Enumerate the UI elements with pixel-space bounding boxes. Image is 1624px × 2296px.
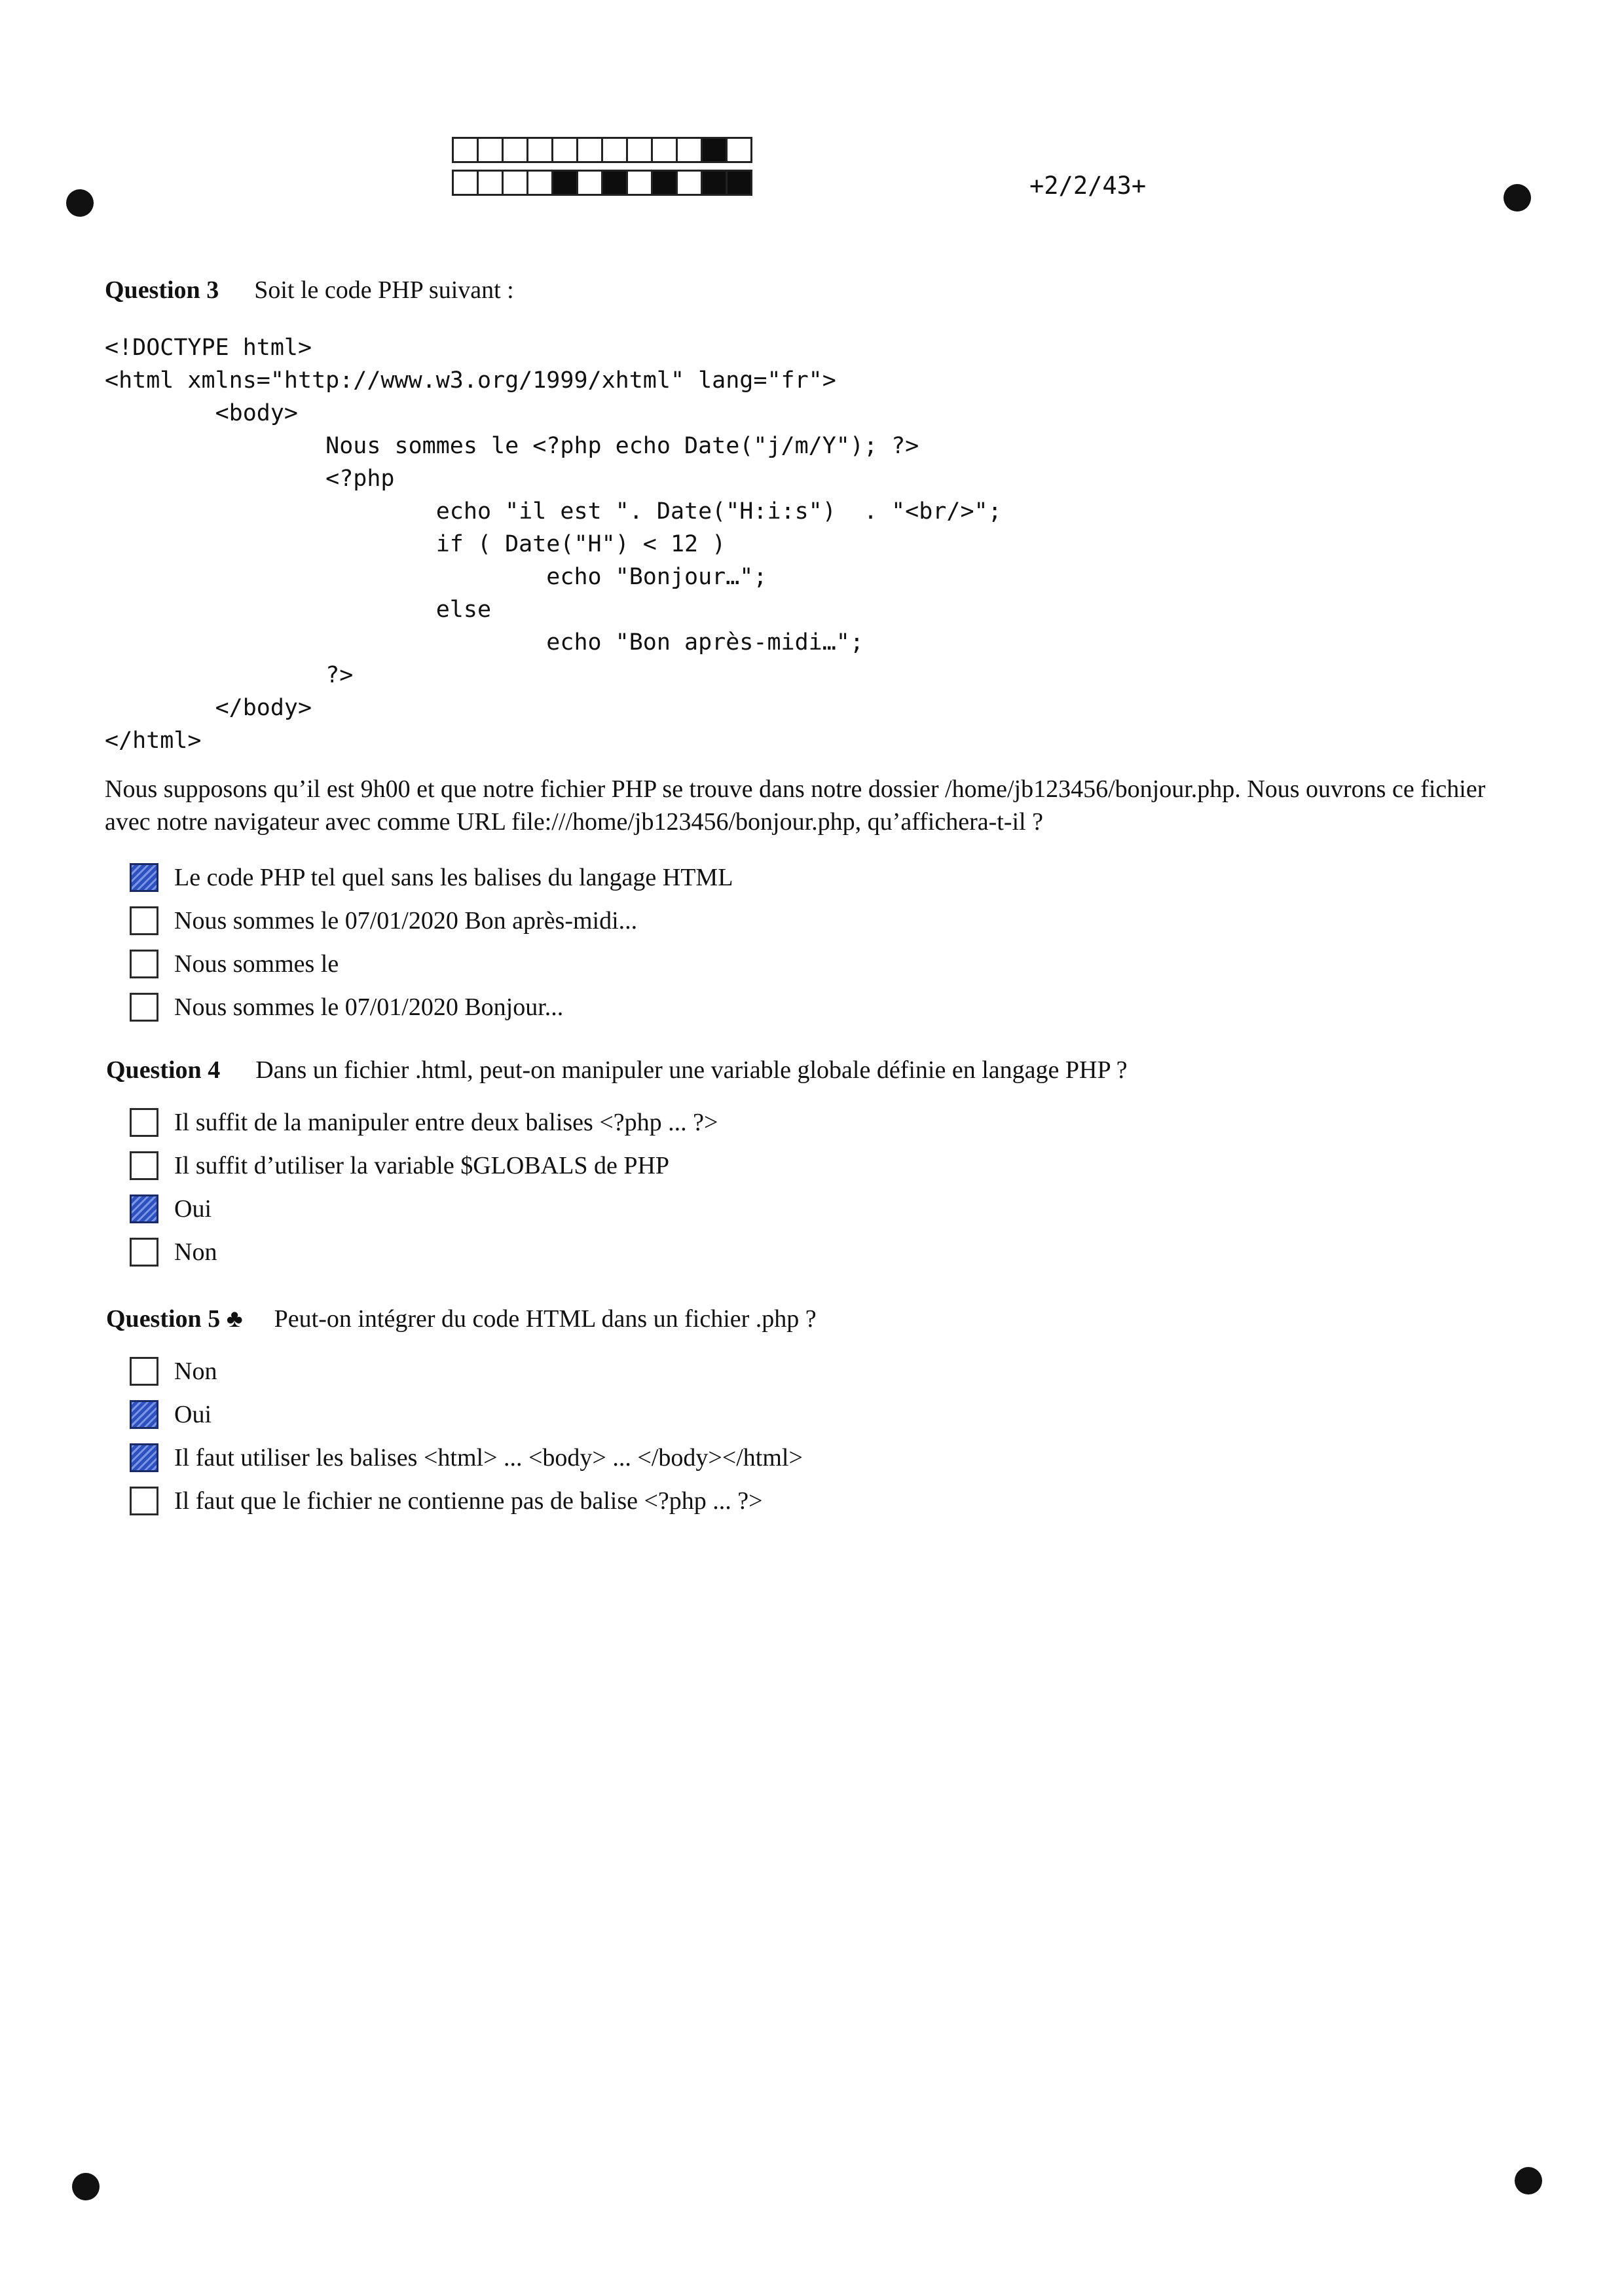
answer-option[interactable] (130, 1238, 217, 1267)
id-grid-row-1-cell (526, 137, 553, 163)
question-5-header (106, 1305, 817, 1333)
checkbox[interactable] (130, 1151, 158, 1180)
id-grid-row-1-cell (502, 137, 528, 163)
checkbox[interactable] (130, 950, 158, 978)
checked-checkbox[interactable] (130, 1194, 158, 1223)
code-line: else (105, 597, 492, 623)
question-3-header (105, 276, 514, 305)
id-grid-row-2-cell (551, 170, 578, 196)
id-grid-row-2-cell (676, 170, 703, 196)
code-line: <body> (105, 400, 299, 426)
id-grid-row-2-cell (726, 170, 752, 196)
answer-option-label: Nous sommes le 07/01/2020 Bonjour... (174, 993, 564, 1021)
answer-option-label: Il suffit d’utiliser la variable $GLOBALS de PHP (174, 1152, 670, 1179)
id-grid-row-1-cell (676, 137, 703, 163)
corner-mark-bottom-left (72, 2173, 100, 2200)
corner-mark-top-left (66, 189, 94, 217)
answer-option[interactable] (130, 950, 339, 978)
id-grid-row-1-cell (576, 137, 603, 163)
answer-option[interactable] (130, 1194, 212, 1223)
question-3-paragraph: Nous supposons qu’il est 9h00 et que notre fichier PHP se trouve dans notre dossier /home/jb123456/bonjour.php. Nous ouvrons ce fichier avec notre navigateur avec comme URL file:///home/jb123456/bonjour.php, qu’affichera-t-il ? (105, 775, 1486, 836)
id-grid-row-1 (452, 137, 750, 163)
answer-option-label: Nous sommes le (174, 950, 339, 978)
code-line: </body> (105, 695, 312, 721)
id-grid-row-2 (452, 170, 750, 196)
checkbox[interactable] (130, 906, 158, 935)
id-grid-row-2-cell (651, 170, 678, 196)
question-5-text: Peut-on intégrer du code HTML dans un fichier .php ? (274, 1305, 817, 1333)
code-line: echo "Bonjour…"; (105, 564, 767, 590)
question-5-label: Question 5 ♣ (106, 1305, 243, 1333)
id-grid-row-2-cell (502, 170, 528, 196)
answer-option[interactable] (130, 1108, 718, 1137)
answer-option[interactable] (130, 1443, 803, 1472)
code-block (105, 331, 1002, 757)
id-grid-row-1-cell (651, 137, 678, 163)
id-grid-row-1-cell (452, 137, 479, 163)
id-grid-row-2-cell (626, 170, 653, 196)
id-grid-row-2-cell (601, 170, 628, 196)
id-grid-row-1-cell (601, 137, 628, 163)
checkbox[interactable] (130, 1357, 158, 1386)
answer-option[interactable] (130, 993, 563, 1022)
question-4-label: Question 4 (106, 1056, 221, 1084)
answer-option[interactable] (130, 1357, 217, 1386)
checkbox[interactable] (130, 993, 158, 1022)
question-4-text: Dans un fichier .html, peut-on manipuler une variable globale définie en langage PHP ? (255, 1056, 1128, 1084)
id-grid-row-2-cell (452, 170, 479, 196)
answer-option-label: Nous sommes le 07/01/2020 Bon après-midi... (174, 907, 638, 935)
page-id: +2/2/43+ (1029, 172, 1147, 200)
code-line: <html xmlns="http://www.w3.org/1999/xhtml" lang="fr"> (105, 367, 836, 394)
id-grid-row-1-cell (551, 137, 578, 163)
checked-checkbox[interactable] (130, 863, 158, 892)
answer-option-label: Il faut que le fichier ne contienne pas de balise <?php ... ?> (174, 1487, 763, 1515)
answer-option-label: Il faut utiliser les balises <html> ... <body> ... </body></html> (174, 1444, 803, 1472)
question-3-label: Question 3 (105, 276, 219, 304)
answer-option[interactable] (130, 863, 733, 892)
id-grid-row-1-cell (626, 137, 653, 163)
checkbox[interactable] (130, 1108, 158, 1137)
answer-option-label: Oui (174, 1401, 212, 1428)
checked-checkbox[interactable] (130, 1400, 158, 1429)
code-line: Nous sommes le <?php echo Date("j/m/Y"); ?> (105, 433, 919, 459)
code-line: echo "il est ". Date("H:i:s") . "<br/>"; (105, 498, 1002, 525)
answer-option[interactable] (130, 1151, 669, 1180)
corner-mark-bottom-right (1515, 2167, 1542, 2194)
code-line: ?> (105, 662, 354, 688)
answer-option-label: Non (174, 1238, 217, 1266)
code-line: if ( Date("H") < 12 ) (105, 531, 726, 557)
code-line: echo "Bon après-midi…"; (105, 629, 864, 656)
question-4-header (106, 1056, 1128, 1084)
id-grid-row-1-cell (701, 137, 728, 163)
code-line: <!DOCTYPE html> (105, 335, 312, 361)
checked-checkbox[interactable] (130, 1443, 158, 1472)
code-line: <?php (105, 466, 395, 492)
id-grid-row-2-cell (477, 170, 504, 196)
code-line: </html> (105, 728, 202, 754)
answer-option-label: Le code PHP tel quel sans les balises du langage HTML (174, 864, 733, 891)
id-grid-row-1-cell (726, 137, 752, 163)
id-grid-row-2-cell (701, 170, 728, 196)
id-grid-row-2-cell (526, 170, 553, 196)
id-grid-row-1-cell (477, 137, 504, 163)
answer-option[interactable] (130, 906, 637, 935)
checkbox[interactable] (130, 1238, 158, 1267)
checkbox[interactable] (130, 1487, 158, 1515)
id-grid-row-2-cell (576, 170, 603, 196)
answer-option-label: Non (174, 1358, 217, 1385)
answer-option[interactable] (130, 1487, 763, 1515)
answer-option-label: Oui (174, 1195, 212, 1223)
answer-option-label: Il suffit de la manipuler entre deux balises <?php ... ?> (174, 1109, 718, 1136)
answer-option[interactable] (130, 1400, 212, 1429)
corner-mark-top-right (1504, 184, 1531, 212)
question-3-text: Soit le code PHP suivant : (254, 276, 514, 304)
